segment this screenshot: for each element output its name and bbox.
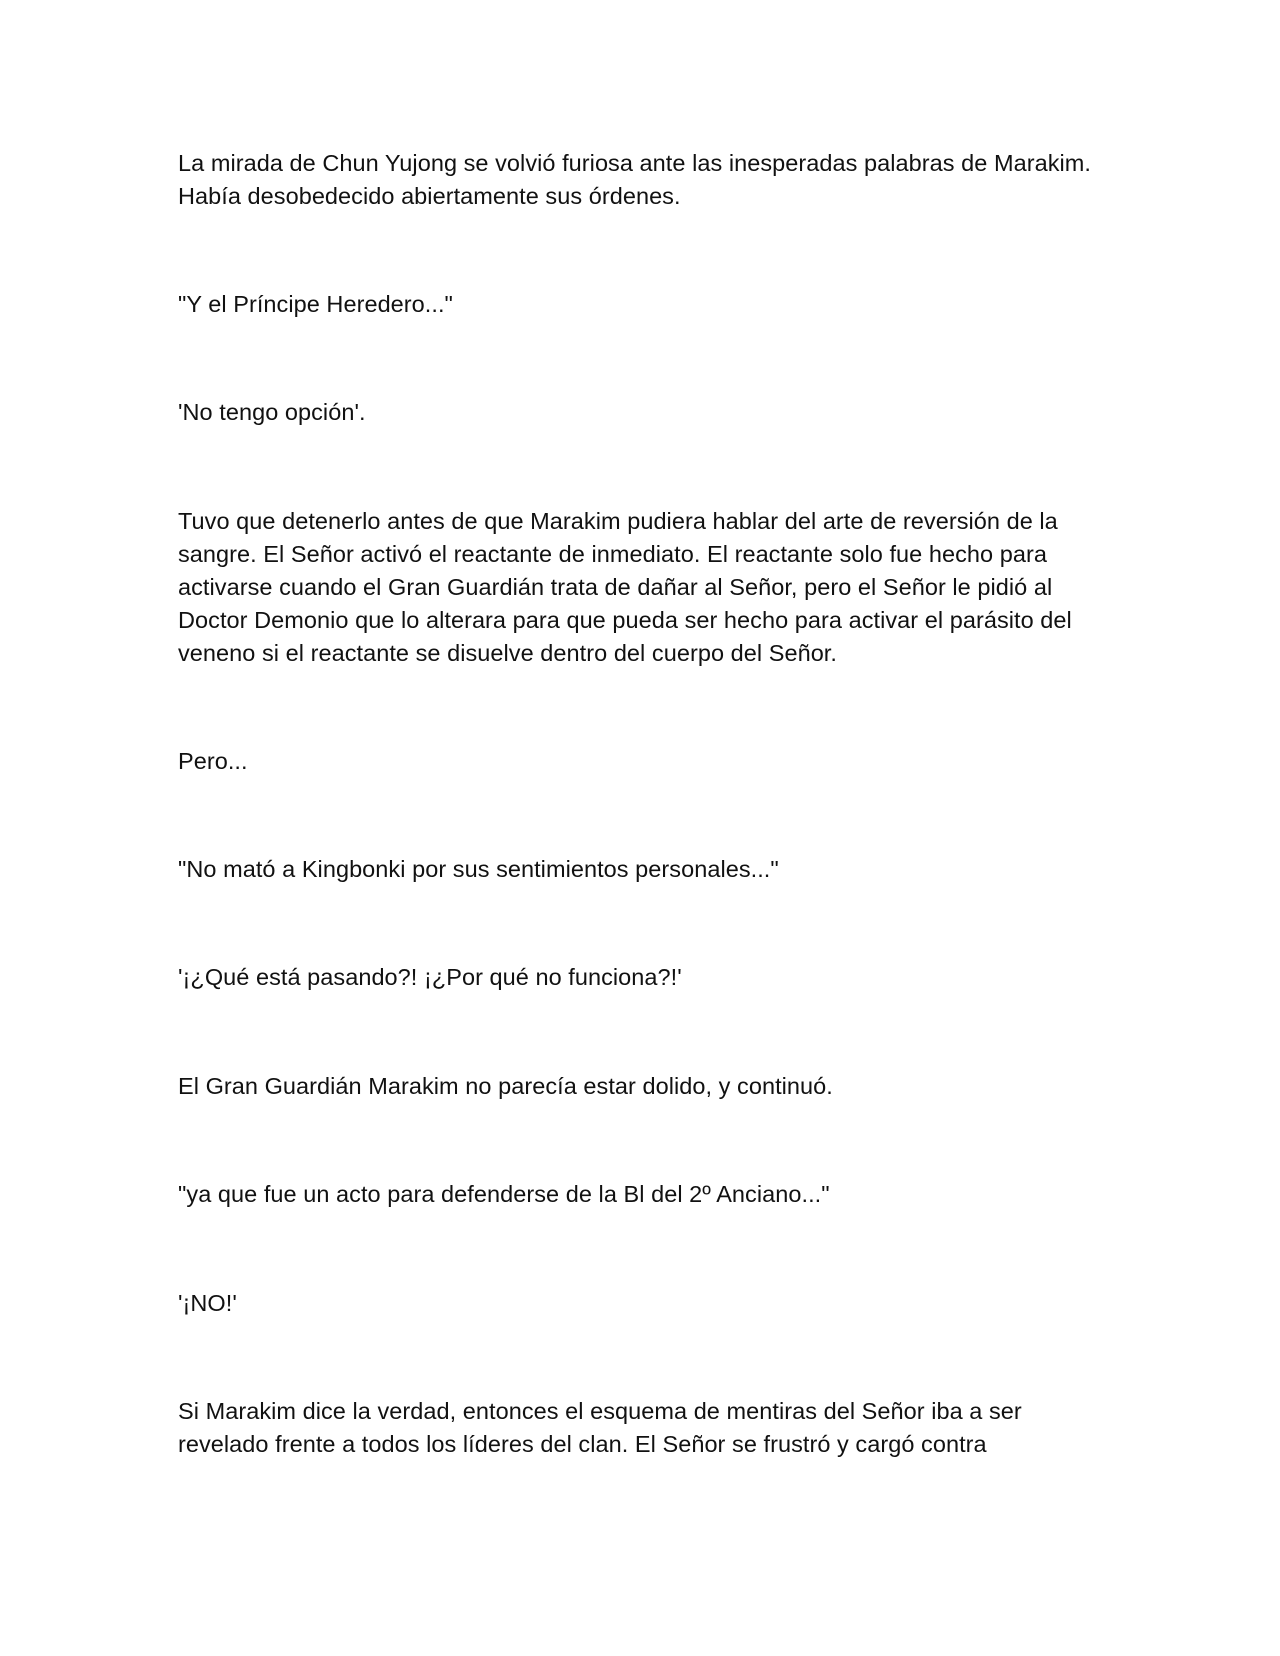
paragraph: "No mató a Kingbonki por sus sentimientos personales..." xyxy=(178,856,779,882)
paragraph: "Y el Príncipe Heredero..." xyxy=(178,291,453,317)
paragraph: '¡NO!' xyxy=(178,1290,237,1316)
paragraph: Pero... xyxy=(178,748,248,774)
paragraph: Si Marakim dice la verdad, entonces el esquema de mentiras del Señor iba a ser revelado frente a todos los líderes del clan. El Señor se frustró y cargó contra xyxy=(178,1398,1022,1457)
paragraph: 'No tengo opción'. xyxy=(178,399,366,425)
paragraph: '¡¿Qué está pasando?! ¡¿Por qué no funciona?!' xyxy=(178,964,682,990)
paragraph: El Gran Guardián Marakim no parecía estar dolido, y continuó. xyxy=(178,1073,833,1099)
paragraph: "ya que fue un acto para defenderse de la Bl del 2º Anciano..." xyxy=(178,1181,830,1207)
paragraph: Tuvo que detenerlo antes de que Marakim pudiera hablar del arte de reversión de la sangre. El Señor activó el reactante de inmediato. El reactante solo fue hecho para activarse cuando el Gran Guardián trata de dañar al Señor, pero el Señor le pidió al Doctor Demonio que lo alterara para que pueda ser hecho para activar el parásito del veneno si el reactante se disuelve dentro del cuerpo del Señor. xyxy=(178,508,1072,666)
paragraph: La mirada de Chun Yujong se volvió furiosa ante las inesperadas palabras de Marakim. Había desobedecido abiertamente sus órdenes. xyxy=(178,150,1091,209)
